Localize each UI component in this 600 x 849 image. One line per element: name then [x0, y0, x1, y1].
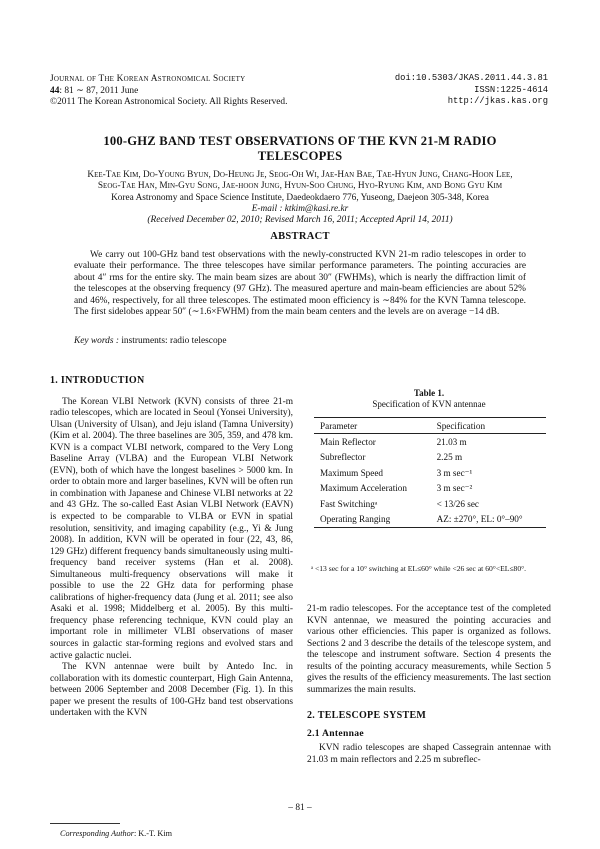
table-row: [314, 434, 546, 450]
table-cell-param: Operating Ranging: [314, 511, 431, 527]
section-heading-introduction: 1. INTRODUCTION: [50, 375, 145, 386]
table-cell-param: Maximum Acceleration: [320, 483, 407, 494]
table-header-parameter: Parameter: [314, 418, 431, 434]
table-cell-spec: 3 m sec⁻¹: [436, 467, 473, 478]
author-block: [56, 170, 544, 226]
journal-url: http://jkas.kas.org: [447, 96, 548, 106]
antennae-paragraph-1: KVN radio telescopes are shaped Cassegrain antennae with 21.03 m main reflectors and 2.25 m subreflec-: [307, 743, 551, 766]
table-cell-spec: 2.25 m: [436, 452, 463, 463]
table-row: [314, 481, 546, 496]
doi: doi:10.5303/JKAS.2011.44.3.81: [394, 73, 548, 83]
right-column: [307, 604, 551, 767]
table-caption-text: Specification of KVN antennae: [372, 399, 486, 409]
journal-header: [50, 74, 287, 109]
table-cell-spec: < 13/26 sec: [436, 498, 480, 509]
journal-issue: [50, 86, 287, 98]
issn: ISSN:1225-4614: [474, 84, 548, 95]
table-header-row: [314, 418, 546, 434]
table-row: [314, 511, 546, 527]
table-cell-param: Main Reflector: [320, 437, 376, 448]
table-cell-spec: 3 m sec⁻²: [436, 483, 473, 494]
paper-title: 100-GHZ BAND TEST OBSERVATIONS OF THE KVN 21-M RADIO TELESCOPES: [103, 134, 497, 163]
corresponding-author-label: Corresponding Author: [60, 829, 134, 838]
corresponding-author-name: : K.-T. Kim: [133, 829, 172, 838]
left-column: [50, 375, 293, 720]
table-row: [314, 465, 546, 480]
table-cell-param: Subreflector: [320, 452, 366, 463]
abstract-text: We carry out 100-GHz band test observations with the newly-constructed KVN 21-m radio telescopes in order to evaluate their performance. The three telescopes have similar performance parameters. The pointing accuracies are about 4″ rms for the entire sky. The main beam sizes are about 30″ (FWHMs), which is nearly the diffraction limit of the telescopes at the observing frequency (97 GHz). The measured aperture and main-beam efficiencies are about 52% and 46%, respectively, for all three telescopes. The estimated moon efficiency is ∼84% for the KVN Tamna telescope. The first sidelobes appear 50″ (∼1.6×FWHM) from the main beam centers and the levels are on average −14 dB.: [74, 250, 526, 318]
table-footnote: ᵃ <13 sec for a 10° switching at EL≤60° while <26 sec at 60°<EL≤80°.: [311, 564, 527, 573]
journal-name: Journal of The Korean Astronomical Society: [50, 74, 246, 84]
author-list-line-1: Kee-Tae Kim, Do-Young Byun, Do-Heung Je, Seog-Oh Wi, Jae-Han Bae, Tae-Hyun Jung, Chang-Hoon Lee,: [87, 170, 513, 180]
keywords-label: Key words :: [74, 336, 119, 346]
right-paragraph-1: 21-m radio telescopes. For the acceptance test of the completed KVN antennae, we measured the pointing accuracies and various other efficiencies. This paper is organized as follows. Sections 2 and 3 describe the details of the telescope system, and the telescope and instrument software. Section 4 presents the results of the pointing accuracy measurements, while Section 5 gives the results of the efficiency measurements. The last section summarizes the main results.: [307, 604, 551, 695]
footnote-rule: [50, 823, 120, 824]
intro-paragraph-2: The KVN antennae were built by Antedo Inc. in collaboration with its domestic counterpart, High Gain Antenna, between 2006 September and 2008 December (Fig. 1). In this paper we present the results of 100-GHz band test observations undertaken with the KVN: [50, 662, 293, 719]
author-email: E-mail : ktkim@kasi.re.kr: [251, 203, 349, 214]
table-caption-label: Table 1.: [413, 388, 445, 398]
table-cell-param: Maximum Speed: [320, 467, 384, 478]
journal-pages: : 81 ∼ 87, 2011 June: [59, 85, 139, 96]
table-header-specification: Specification: [431, 418, 546, 434]
abstract-heading: ABSTRACT: [270, 231, 330, 242]
table-row: [314, 450, 546, 465]
page-number: – 81 –: [288, 803, 312, 813]
affiliation: Korea Astronomy and Space Science Institute, Daedeokdaero 776, Yuseong, Daejeon 305-348, Korea: [111, 192, 489, 203]
received-dates: (Received December 02, 2010; Revised March 16, 2011; Accepted April 14, 2011): [147, 215, 453, 226]
author-list-line-2: Seog-Tae Han, Min-Gyu Song, Jae-hoon Jung, Hyun-Soo Chung, Hyo-Ryung Kim, and Bong Gyu Kim: [97, 181, 503, 192]
intro-paragraph-1: The Korean VLBI Network (KVN) consists of three 21-m radio telescopes, which are located in Seoul (Yonsei University), Ulsan (University of Ulsan), and Jeju island (Tamna University) (Kim et al. 2004). The three baselines are 305, 359, and 478 km. KVN is a compact VLBI network, compared to the Very Long Baseline Array (VLBA) and the European VLBI Network (EVN), both of which have the longest baselines > 5000 km. In order to obtain more and larger baselines, KVN will be often run in combination with Japanese and Chinese VLBI networks at 22 and 43 GHz. The so-called East Asian VLBI Network (EAVN) is expected to be comparable to VLBA or EVN in spatial resolution, sensitivity, and imaging capability (e.g., Yi & Jung 2008). In addition, KVN will be operated in four (22, 43, 86, 129 GHz) different frequency bands simultaneously using multi-frequency band receiver systems (Han et al. 2008). Simultaneous multi-frequency observations will make it possible to use the 22 GHz data for performing phase calibrations of higher-frequency data (Jung et al. 2011; see also Asaki et al. 1998; Middelberg et al. 2005). By this multi-frequency phase referencing technique, KVN could play an important role in millimeter VLBI observations of maser sources in galactic star-forming regions and evolved stars and active galactic nuclei.: [50, 396, 293, 661]
section-heading-telescope-system: 2. TELESCOPE SYSTEM: [307, 710, 427, 722]
subsection-heading-antennae: 2.1 Antennae: [307, 727, 364, 739]
keywords-value: instruments: radio telescope: [118, 336, 227, 346]
journal-volume: 44: [50, 85, 60, 96]
corresponding-author: [60, 829, 172, 838]
keywords: [74, 336, 526, 346]
journal-identifiers: [395, 73, 548, 108]
spec-table: [314, 417, 546, 528]
table-caption: [307, 388, 551, 410]
table-cell-param: Fast Switchingᵃ: [320, 498, 378, 509]
journal-copyright: ©2011 The Korean Astronomical Society. All Rights Reserved.: [50, 97, 288, 107]
table-row: [314, 496, 546, 511]
table-cell-spec: 21.03 m: [436, 437, 467, 448]
table-cell-spec: AZ: ±270°, EL: 0°–90°: [431, 511, 546, 527]
